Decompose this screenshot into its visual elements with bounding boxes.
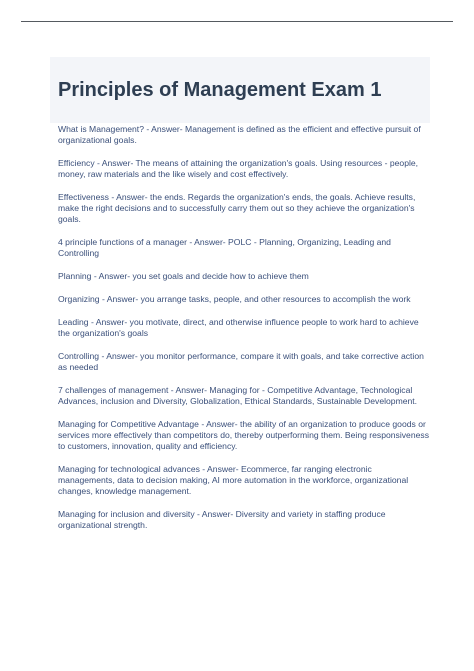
qa-item-planning: Planning - Answer- you set goals and decide how to achieve them (58, 271, 309, 281)
qa-item-controlling: Controlling - Answer- you monitor performance, compare it with goals, and take corrective action as needed (58, 351, 424, 372)
page-title: Principles of Management Exam 1 (58, 79, 382, 101)
qa-item-technological-advances: Managing for technological advances - Answer- Ecommerce, far ranging electronic managements, data to decision making, AI more automation in the workforce, organizational changes, knowledge management. (58, 464, 409, 496)
qa-item-effectiveness: Effectiveness - Answer- the ends. Regards the organization's ends, the goals. Achieve results, make the right decisions and to successfully carry them out so they achieve the organization's goals. (58, 192, 416, 224)
qa-item-efficiency: Efficiency - Answer- The means of attaining the organization's goals. Using resources - people, money, raw materials and the like wisely and cost effectively. (58, 158, 419, 179)
qa-item-inclusion-diversity: Managing for inclusion and diversity - Answer- Diversity and variety in staffing produce organizational strength. (58, 509, 386, 530)
qa-item-competitive-advantage: Managing for Competitive Advantage - Answer- the ability of an organization to produce goods or services more effectively than competitors do, thereby outperforming them. Being responsiveness to customers, innovation, quality and efficiency. (58, 419, 429, 451)
qa-item-principle-functions: 4 principle functions of a manager - Answer- POLC - Planning, Organizing, Leading and Controlling (58, 237, 391, 258)
qa-item-organizing: Organizing - Answer- you arrange tasks, people, and other resources to accomplish the work (58, 294, 411, 304)
top-divider (21, 21, 453, 22)
qa-list (58, 124, 430, 543)
qa-item-leading: Leading - Answer- you motivate, direct, and otherwise influence people to work hard to achieve the organization's goals (58, 317, 419, 338)
qa-item-management: What is Management? - Answer- Management is defined as the efficient and effective pursuit of organizational goals. (58, 124, 421, 145)
qa-item-challenges: 7 challenges of management - Answer- Managing for - Competitive Advantage, Technological Advances, inclusion and Diversity, Globalization, Ethical Standards, Sustainable Development. (58, 385, 418, 406)
